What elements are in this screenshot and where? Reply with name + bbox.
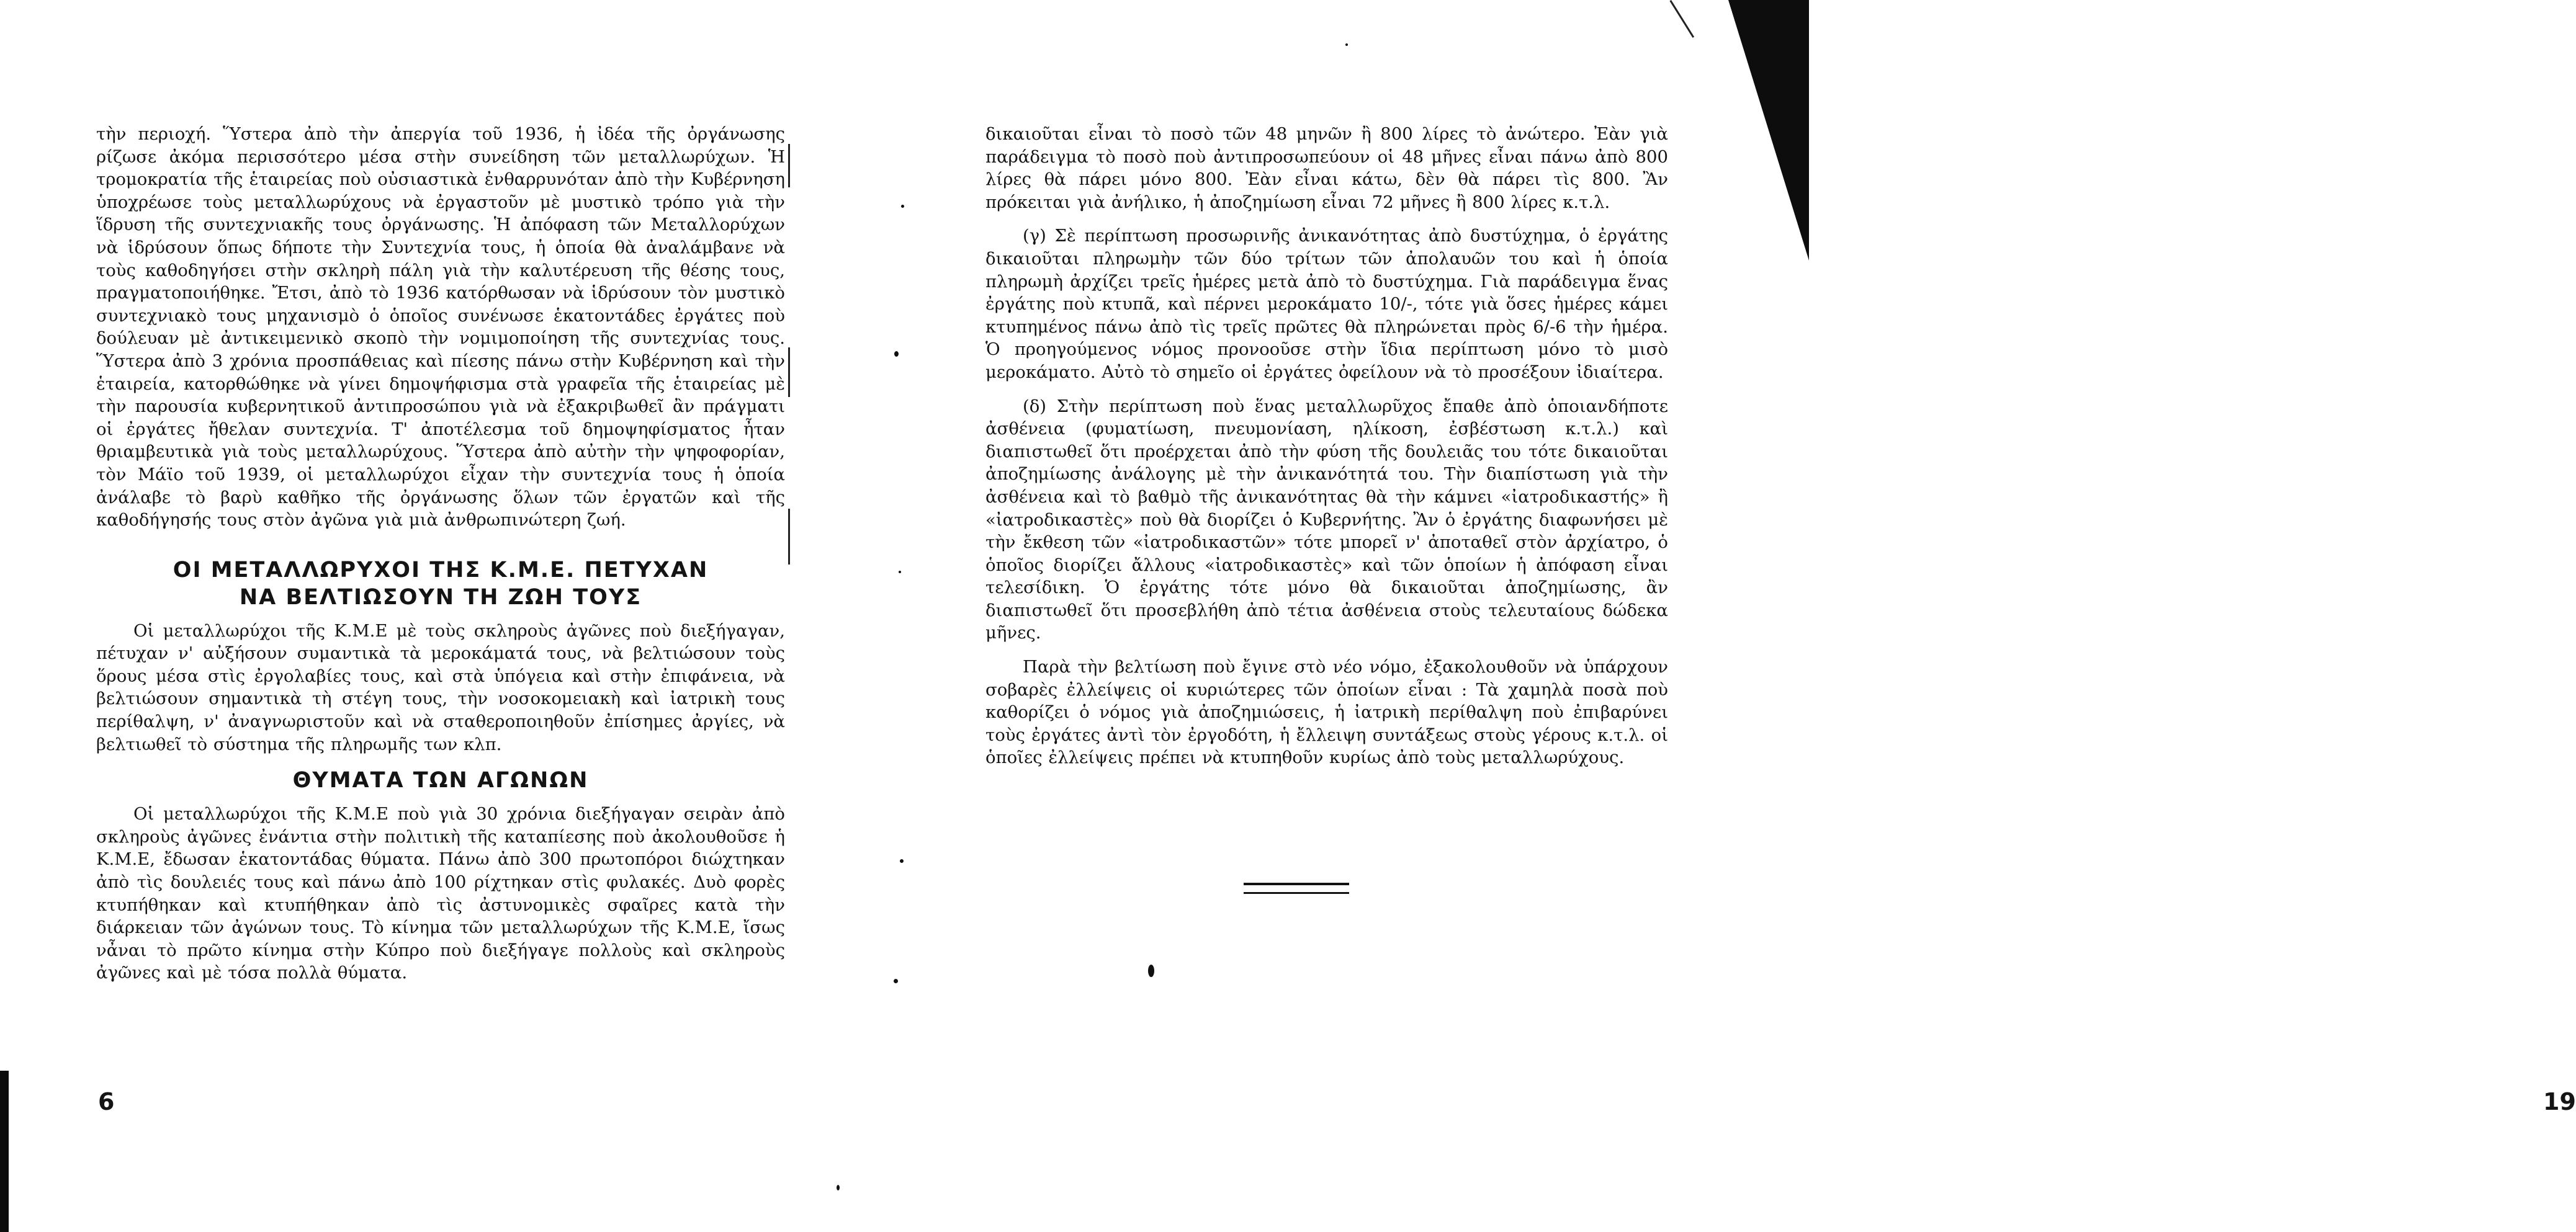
right-paragraph-2: (γ) Σὲ περίπτωση προσωρινῆς ἀνικανότητας ἀπὸ δυστύχημα, ὁ ἐργάτης δικαιοῦται πληρωμὴν τῶν δύο τρίτων τῶν ἀπολαυῶν του καὶ ἡ ὁποία πληρωμὴ ἀρχίζει τρεῖς ἡμέρες μετὰ ἀπὸ τὸ δυστύχημα. Γιὰ παράδειγμα ἕνας ἐργάτης ποὺ κτυπᾶ, καὶ πέρνει μεροκάματο 10/-, τότε γιὰ ὅσες ἡμέρες κάμει κτυπημένος πάνω ἀπὸ τὶς τρεῖς πρῶτες θὰ πληρώνεται πρὸς 6/-6 τὴν ἡμέρα. Ὁ προηγούμενος νόμος προνοοῦσε στὴν ἴδια περίπτωση μόνο τὸ μισὸ μεροκάματο. Αὐτὸ τὸ σημεῖο οἱ ἐργάτες ὀφείλουν νὰ τὸ προσέξουν ἰδιαίτερα. [985,226,1668,382]
page-number-left: 6 [98,1088,115,1115]
right-column [985,123,1668,769]
scan-speck [899,571,901,573]
scan-speck [837,1185,840,1190]
right-page [905,0,2576,1232]
scan-edge-shadow [0,1071,9,1232]
scan-speck [1345,43,1348,46]
scan-scratch [1669,0,1694,38]
scan-speck [900,859,904,863]
scan-speck [901,205,904,208]
scan-corner-shadow [1728,0,1809,261]
right-paragraph-1: δικαιοῦται εἶναι τὸ ποσὸ τῶν 48 μηνῶν ἢ 800 λίρες τὸ ἀνώτερο. Ἐὰν γιὰ παράδειγμα τὸ ποσὸ ποὺ ἀντιπροσωπεύουν οἱ 48 μῆνες εἶναι πάνω ἀπὸ 800 λίρες θὰ πάρει μόνο 800. Ἐὰν εἶναι κάτω, δὲν θὰ πάρει τὶς 800. Ἂν πρόκειται γιὰ ἀνήλικο, ἡ ἀποζημίωση εἶναι 72 μῆνες ἢ 800 λίρες κ.τ.λ. [985,124,1668,212]
left-column [96,123,785,984]
margin-bracket-mark [783,347,790,397]
heading-line-2: ΝΑ ΒΕΛΤΙΩΣΟΥΝ ΤΗ ΖΩΗ ΤΟΥΣ [239,584,642,610]
left-page [0,0,905,1232]
scan-speck [894,351,899,357]
margin-bracket-mark [783,527,790,565]
right-paragraph-3: (δ) Στὴν περίπτωση ποὺ ἕνας μεταλλωρῦχος ἔπαθε ἀπὸ ὁποιανδήποτε ἀσθένεια (φυματίωση, πνευμονίαση, ηλίκοση, ἐσβέστωση κ.τ.λ.) καὶ διαπιστωθεῖ ὅτι προέρχεται ἀπὸ τὴν φύση τῆς δουλειᾶς του τότε δικαιοῦται ἀποζημίωσης ἀνάλογης μὲ τὴν ἀνικανότητά του. Τὴν διαπίστωση γιὰ τὴν ἀσθένεια καὶ τὸ βαθμὸ τῆς ἀνικανότητας θὰ τὴν κάμνει «ἰατροδικαστής» ἢ «ἰατροδικαστὲς» ποὺ θὰ διορίζει ὁ Κυβερνήτης. Ἂν ὁ ἐργάτης διαφωνήσει μὲ τὴν ἔκθεση τῶν «ἰατροδικαστῶν» τότε μπορεῖ ν' ἀποταθεῖ στὸν ἀρχίατρο, ὁ ὁποῖος διορίζει ἄλλους «ἰατροδικαστὲς» καὶ τῶν ὁποίων ἡ ἀπόφαση εἶναι τελεσίδικη. Ὁ ἐργάτης τότε μόνο θὰ δικαιοῦται ἀποζημίωσης, ἂν διαπιστωθεῖ ὅτι προσεβλήθη ἀπὸ τέτια ἀσθένεια στοὺς τελευταίους δώδεκα μῆνες. [985,396,1668,643]
heading-line-1: ΟΙ ΜΕΤΑΛΛΩΡΥΧΟΙ ΤΗΣ Κ.Μ.Ε. ΠΕΤΥΧΑΝ [173,557,709,583]
margin-bracket-mark [783,144,790,187]
left-paragraph-3: Οἱ μεταλλωρύχοι τῆς Κ.Μ.Ε ποὺ γιὰ 30 χρόνια διεξήγαγαν σειρὰν ἀπὸ σκληροὺς ἀγῶνες ἐνάντια στὴν πολιτικὴ τῆς καταπίεσης ποὺ ἀκολουθοῦσε ἡ Κ.Μ.Ε, ἔδωσαν ἑκατοντάδας θύματα. Πάνω ἀπὸ 300 πρωτοπόροι διώχτηκαν ἀπὸ τὶς δουλειές τους καὶ πάνω ἀπὸ 100 ρίχτηκαν στὶς φυλακές. Δυὸ φορὲς κτυπήθηκαν καὶ κτυπήθηκαν ἀπὸ τὶς ἀστυνομικὲς σφαῖρες κατὰ τὴν διάρκειαν τῶν ἀγώνων τους. Τὸ κίνημα τῶν μεταλλωρύχων τῆς Κ.Μ.Ε, ἴσως νἆναι τὸ πρῶτο κίνημα στὴν Κύπρο ποὺ διεξήγαγε πολλοὺς καὶ σκληροὺς ἀγῶνες καὶ μὲ τόσα πολλὰ θύματα. [96,804,785,983]
heading-miners-improved-life [96,556,785,611]
page-number-right: 19 [2543,1088,2576,1115]
left-paragraph-1: τὴν περιοχή. Ὕστερα ἀπὸ τὴν ἀπεργία τοῦ 1936, ἡ ἰδέα τῆς ὀργάνωσης ρίζωσε ἀκόμα περισσότερο μέσα στὴν συνείδηση τῶν μεταλλωρύχων. Ἡ τρομοκρατία τῆς ἑταιρείας ποὺ οὐσιαστικὰ ἐνθαρρυνόταν ἀπὸ τὴν Κυβέρνηση ὑποχρέωσε τοὺς μεταλλωρύχους νὰ ἐργαστοῦν μὲ μυστικὸ τρόπο γιὰ τὴν ἵδρυση τῆς συντεχνιακῆς τους ὀργάνωσης. Ἡ ἀπόφαση τῶν Μεταλλορύχων νὰ ἱδρύσουν ὅπως δήποτε τὴν Συντεχνία τους, ἡ ὁποία θὰ ἀναλάμβανε νὰ τοὺς καθοδηγήσει στὴν σκληρὴ πάλη γιὰ τὴν καλυτέρευση τῆς θέσης τους, πραγματοποιήθηκε. Ἔτσι, ἀπὸ τὸ 1936 κατόρθωσαν νὰ ἱδρύσουν τὸν μυστικὸ συντεχνιακὸ τους μηχανισμὸ ὁ ὁποῖος συνένωσε ἑκατοντάδες ἐργάτες ποὺ δούλευαν μὲ ἀντικειμενικὸ σκοπὸ τὴν νομιμοποίηση τῆς συντεχνίας τους. Ὕστερα ἀπὸ 3 χρόνια προσπάθειας καὶ πίεσης πάνω στὴν Κυβέρνηση καὶ τὴν ἑταιρεία, κατορθώθηκε νὰ γίνει δημοψήφισμα στὰ γραφεῖα τῆς ἑταιρείας μὲ τὴν παρουσία κυβερνητικοῦ ἀντιπροσώπου γιὰ νὰ ἐξακριβωθεῖ ἂν πράγματι οἱ ἐργάτες ἤθελαν συντεχνία. Τ' ἀποτέλεσμα τοῦ δημοψηφίσματος ἦταν θριαμβευτικὰ γιὰ τοὺς μεταλλωρύχους. Ὕστερα ἀπὸ αὐτὴν τὴν ψηφοφορίαν, τὸν Μάϊο τοῦ 1939, οἱ μεταλλωρύχοι εἶχαν τὴν συντεχνία τους ἡ ὁποία ἀνάλαβε τὸ βαρὺ καθῆκο τῆς ὀργάνωσης ὅλων τῶν ἐργατῶν καὶ τῆς καθοδήγησής τους στὸν ἀγῶνα γιὰ μιὰ ἀνθρωπινώτερη ζωή. [96,124,785,530]
right-paragraph-4: Παρὰ τὴν βελτίωση ποὺ ἔγινε στὸ νέο νόμο, ἐξακολουθοῦν νὰ ὑπάρχουν σοβαρὲς ἐλλείψεις οἱ κυριώτερες τῶν ὁποίων εἶναι : Τὰ χαμηλὰ ποσὰ ποὺ καθορίζει ὁ νόμος γιὰ ἀποζημιώσεις, ἡ ἰατρικὴ περίθαλψη ποὺ ἐπιβαρύνει τοὺς ἐργάτες ἀντὶ τὸν ἐργοδότη, ἡ ἔλλειψη συντάξεως στοὺς γέρους κ.τ.λ. οἱ ὁποῖες ἐλλείψεις πρέπει νὰ κτυπηθοῦν κυρίως ἀπὸ τοὺς μεταλλωρύχους. [985,657,1668,768]
scan-speck [1148,965,1154,977]
left-paragraph-2: Οἱ μεταλλωρύχοι τῆς Κ.Μ.Ε μὲ τοὺς σκληροὺς ἀγῶνες ποὺ διεξήγαγαν, πέτυχαν ν' αὐξήσουν συμαντικὰ τὰ μεροκάματά τους, νὰ βελτιώσουν τοὺς ὅρους μέσα στὶς ἐργολαβίες τους, καὶ στὰ ὑπόγεια καὶ στὴν ἐπιφάνεια, νὰ βελτιώσουν σημαντικὰ τὴ στέγη τους, τὴν νοσοκομειακὴ καὶ ἰατρικὴ τους περίθαλψη, ν' ἀναγνωριστοῦν καὶ νὰ σταθεροποιηθοῦν ἐπίσημες ἀργίες, νὰ βελτιωθεῖ τὸ σύστημα τῆς πληρωμῆς των κλπ. [96,620,785,754]
section-end-rule [1244,883,1349,894]
heading-victims-of-struggles: ΘΥΜΑΤΑ ΤΩΝ ΑΓΩΝΩΝ [292,768,589,793]
scan-speck [894,979,898,983]
